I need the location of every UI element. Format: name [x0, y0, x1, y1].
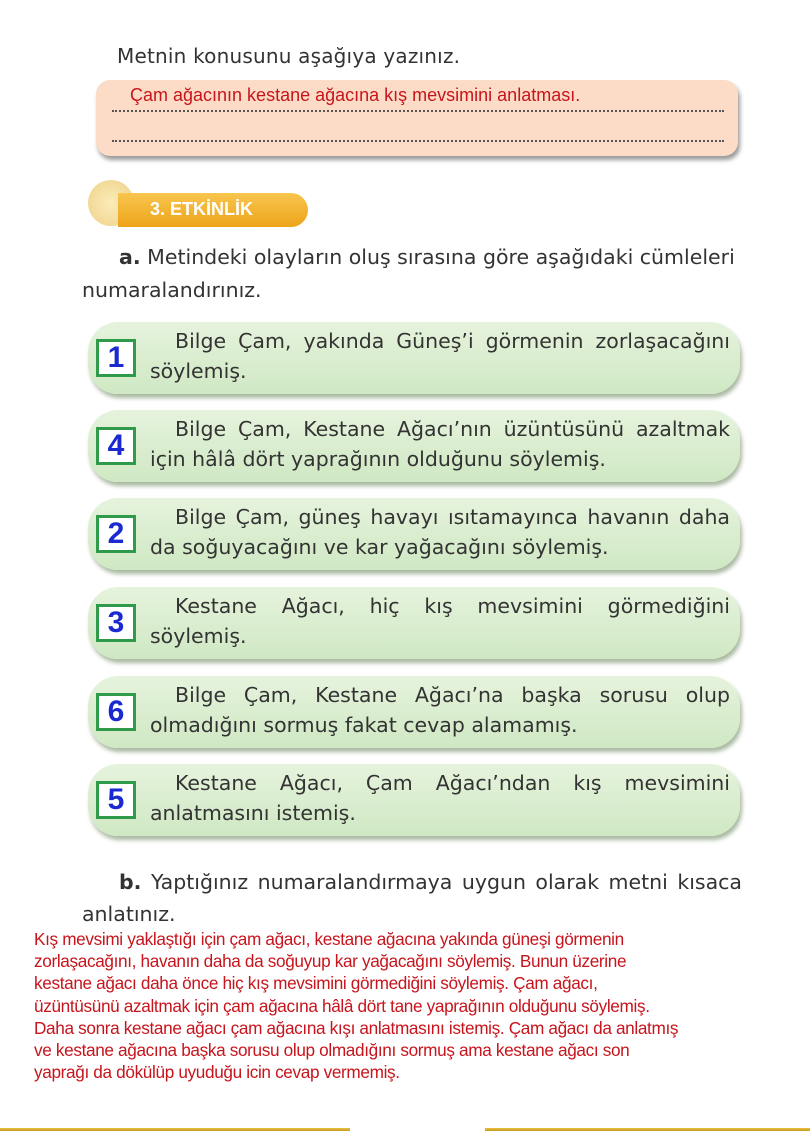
answer-line: Daha sonra kestane ağacı çam ağacına kışı anlatmasını istemiş. Çam ağacı da anlatmış	[34, 1017, 679, 1038]
part-b-instruction	[82, 866, 742, 930]
footer-rule-left	[0, 1128, 350, 1131]
answer-line: Kış mevsimi yaklaştığı için çam ağacı, kestane ağacına yakında güneşi görmenin	[34, 929, 624, 949]
part-b-answer	[34, 928, 810, 1083]
sentence-text: Bilge Çam, Kestane Ağacı’nın üzüntüsünü azaltmak için hâlâ dört yaprağının olduğunu söylemiş.	[150, 417, 730, 471]
part-a-text: Metindeki olayların oluş sırasına göre aşağıdaki cümleleri numaralandırınız.	[82, 245, 735, 302]
sentence-item	[88, 764, 740, 836]
answer-line: yaprağı da dökülüp uyuduğu icin cevap vermemiş.	[34, 1062, 400, 1083]
order-number-box[interactable]: 6	[96, 693, 136, 731]
part-a-letter: a.	[119, 245, 141, 269]
sentence-item	[88, 587, 740, 659]
answer-line: üzüntüsünü azaltmak için çam ağacına hâlâ dört tane yaprağının olduğunu söylemiş.	[34, 995, 650, 1016]
sentence-item	[88, 410, 740, 482]
topic-answer: Çam ağacının kestane ağacına kış mevsimini anlatması.	[130, 85, 581, 105]
sentence-text: Kestane Ağacı, hiç kış mevsimini görmediğini söylemiş.	[150, 594, 730, 648]
activity-badge: 3. ETKİNLİK	[118, 193, 308, 227]
order-number-box[interactable]: 3	[96, 604, 136, 642]
answer-line: zorlaşacağını, havanın daha da soğuyup kar yağacağını söylemiş. Bunun üzerine	[34, 951, 627, 972]
part-b-text: Yaptığınız numaralandırmaya uygun olarak metni kısaca anlatınız.	[82, 870, 742, 926]
sentence-item	[88, 676, 740, 748]
sentence-text: Kestane Ağacı, Çam Ağacı’ndan kış mevsimini anlatmasını istemiş.	[150, 771, 730, 825]
question-topic: Metnin konusunu aşağıya yazınız.	[117, 44, 461, 68]
sentence-text: Bilge Çam, güneş havayı ısıtamayınca havanın daha da soğuyacağını ve kar yağacağını söylemiş.	[150, 505, 730, 559]
sentence-item	[88, 322, 740, 394]
sentence-text: Bilge Çam, yakında Güneş’i görmenin zorlaşacağını söylemiş.	[150, 329, 730, 383]
order-number-box[interactable]: 4	[96, 427, 136, 465]
part-a-instruction	[82, 241, 742, 307]
answer-line: kestane ağacı daha önce hiç kış mevsimini görmediğini söylemiş. Çam ağacı,	[34, 973, 598, 994]
sentence-item	[88, 498, 740, 570]
footer-rule-right	[485, 1128, 810, 1131]
order-number-box[interactable]: 5	[96, 781, 136, 819]
sentence-text: Bilge Çam, Kestane Ağacı’na başka sorusu olup olmadığını sormuş fakat cevap alamamış.	[150, 683, 730, 737]
answer-line: ve kestane ağacına başka sorusu olup olmadığını sormuş ama kestane ağacı son	[34, 1040, 630, 1061]
part-b-letter: b.	[119, 870, 142, 894]
order-number-box[interactable]: 2	[96, 515, 136, 553]
order-number-box[interactable]: 1	[96, 339, 136, 377]
